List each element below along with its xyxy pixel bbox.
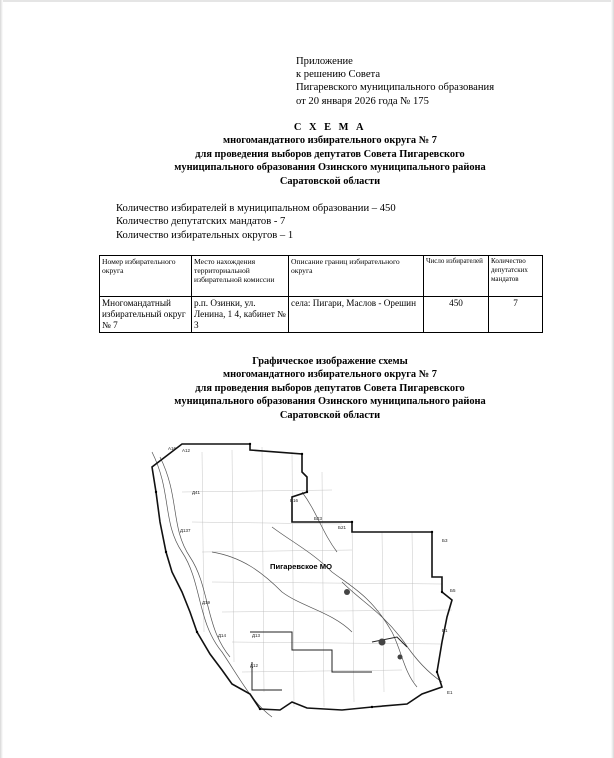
marker-label: Б21 (338, 525, 346, 530)
districts-table (99, 255, 543, 333)
graphic-title-line-3: для проведения выборов депутатов Совета Пигаревского (195, 382, 465, 394)
cell-district: Многомандатный избирательный округ № 7 (100, 297, 192, 333)
marker-label: Д13 (252, 633, 261, 638)
marker-label: Б16 (290, 498, 298, 503)
graphic-title (100, 355, 560, 422)
appendix-line-3: Пигаревского муниципального образования (296, 82, 495, 94)
scheme-title-line-5: Саратовской области (279, 175, 381, 187)
page-left-edge (0, 0, 3, 758)
marker-label: Д41 (192, 490, 201, 495)
district-map (142, 432, 476, 722)
marker-label: А16 (168, 446, 177, 451)
table-row (100, 297, 543, 333)
cell-borders: села: Пигари, Маслов - Орешин (289, 297, 424, 333)
mandates-count: Количество депутатских мандатов - 7 (116, 216, 286, 228)
marker-label: Д137 (180, 528, 191, 533)
voters-count: Количество избирателей в муниципальном образовании – 450 (116, 203, 396, 214)
cell-voters: 450 (424, 297, 489, 333)
graphic-title-line-4: муниципального образования Озинского муниципального района (174, 396, 486, 408)
scheme-title-line-4: муниципального образования Озинского муниципального района (174, 162, 486, 174)
marker-label: А12 (182, 448, 191, 453)
map-grid (182, 447, 452, 707)
appendix-line-2: к решению Совета (296, 69, 381, 81)
scheme-title-line-1: С Х Е М А (293, 122, 367, 133)
appendix-header (296, 55, 494, 108)
scheme-title (100, 121, 560, 188)
marker-label: Д12 (250, 663, 259, 668)
marker-label: Е1 (447, 690, 453, 695)
scheme-title-line-3: для проведения выборов депутатов Совета Пигаревского (195, 148, 465, 160)
marker-label: Б5 (450, 588, 456, 593)
map-label: Пигаревское МО (270, 562, 332, 571)
marker-label: Б23 (314, 516, 322, 521)
marker-label: Б1 (442, 628, 448, 633)
table-header-row (100, 256, 543, 297)
appendix-line-1: Приложение (296, 56, 353, 67)
header-commission-location: Место нахождения территориальной избирательной комиссии (192, 256, 289, 297)
header-voters-number: Число избирателей (424, 256, 489, 297)
marker-label: Д14 (218, 633, 227, 638)
marker-label: Б3 (442, 538, 448, 543)
header-borders-description: Описание границ избирательного округа (289, 256, 424, 297)
scheme-title-line-2: многомандатного избирательного округа № 7 (223, 135, 437, 147)
page-top-edge (0, 0, 614, 2)
marker-label: Д19 (202, 600, 211, 605)
graphic-title-line-1: Графическое изображение схемы (252, 356, 408, 367)
graphic-title-line-5: Саратовской области (279, 409, 381, 421)
header-mandates-number: Количество депутатских мандатов (489, 256, 543, 297)
graphic-title-line-2: многомандатного избирательного округа № 7 (223, 369, 437, 381)
districts-count: Количество избирательных округов – 1 (116, 229, 294, 241)
counts-block (116, 202, 396, 242)
cell-mandates: 7 (489, 297, 543, 333)
appendix-line-4: от 20 января 2026 года № 175 (296, 95, 429, 107)
header-district-number: Номер избирательного округа (100, 256, 192, 297)
cell-commission: р.п. Озинки, ул. Ленина, 1 4, кабинет № 3 (192, 297, 289, 333)
